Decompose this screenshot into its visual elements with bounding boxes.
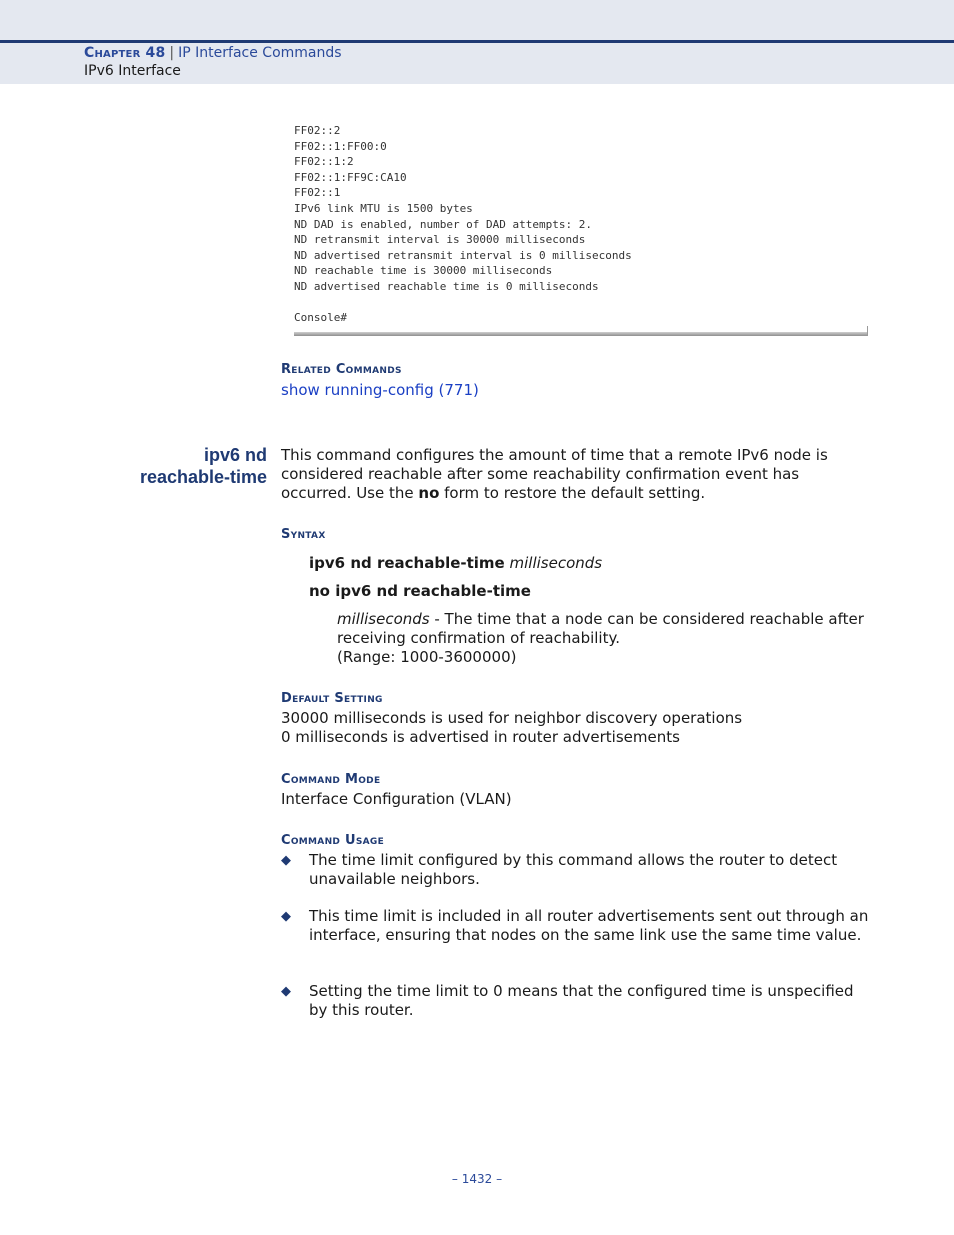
code-line: FF02::1:FF9C:CA10: [294, 170, 407, 184]
code-block-bar: [294, 332, 867, 336]
parameter-text: - The time that a node can be considered reachable after receiving confirmation of reachability.: [337, 610, 864, 647]
related-commands-heading: Related Commands: [281, 362, 402, 377]
description-bold-no: no: [418, 484, 440, 502]
code-line: ND reachable time is 30000 milliseconds: [294, 264, 553, 278]
parameter-range: (Range: 1000-3600000): [337, 648, 517, 666]
parameter-name: milliseconds: [337, 610, 430, 628]
syntax-argument: milliseconds: [509, 554, 603, 572]
default-setting-text: [281, 709, 871, 747]
code-line: FF02::2: [294, 124, 341, 137]
list-item-text: This time limit is included in all router advertisements sent out through an interface, ensuring that nodes on the same link use the same time value.: [309, 907, 869, 944]
diamond-bullet-icon: ◆: [281, 853, 291, 868]
code-block-divider: [294, 326, 868, 336]
code-line: ND DAD is enabled, number of DAD attempts: 2.: [294, 217, 593, 231]
code-line: FF02::1:FF00:0: [294, 139, 387, 153]
syntax-heading: Syntax: [281, 527, 326, 542]
show-running-config-link[interactable]: show running-config (771): [281, 381, 479, 399]
default-setting-heading: Default Setting: [281, 691, 383, 706]
section-title: IPv6 Interface: [84, 63, 181, 79]
chapter-title: IP Interface Commands: [178, 45, 342, 61]
list-item-text: The time limit configured by this command allows the router to detect unavailable neighbors.: [309, 851, 838, 888]
command-description: [281, 446, 871, 503]
command-mode-text: Interface Configuration (VLAN): [281, 790, 512, 808]
code-line: ND advertised retransmit interval is 0 milliseconds: [294, 248, 632, 262]
syntax-no-command: no ipv6 nd reachable-time: [309, 582, 531, 600]
parameter-description: [337, 610, 867, 667]
header-chapter-line: [84, 45, 342, 61]
command-title-line2: reachable-time: [139, 467, 267, 487]
diamond-bullet-icon: ◆: [281, 909, 291, 924]
syntax-line-2: [309, 582, 531, 601]
page-number: – 1432 –: [451, 1172, 503, 1186]
code-line: Console#: [294, 311, 347, 325]
description-text-end: form to restore the default setting.: [439, 484, 706, 502]
code-line: [294, 295, 854, 311]
command-mode-heading: Command Mode: [281, 772, 381, 787]
default-setting-line: 30000 milliseconds is used for neighbor discovery operations: [281, 709, 743, 727]
page-header: [0, 0, 954, 84]
default-setting-line: 0 milliseconds is advertised in router advertisements: [281, 728, 680, 746]
header-separator: |: [169, 45, 175, 61]
code-line: ND retransmit interval is 30000 milliseconds: [294, 233, 586, 247]
code-line: IPv6 link MTU is 1500 bytes: [294, 201, 473, 215]
command-title-line1: ipv6 nd: [203, 445, 267, 465]
code-line: FF02::1:2: [294, 155, 354, 169]
command-usage-heading: Command Usage: [281, 833, 385, 848]
list-item-text: Setting the time limit to 0 means that the configured time is unspecified by this router.: [309, 982, 854, 1019]
syntax-command: ipv6 nd reachable-time: [309, 554, 505, 572]
code-line: FF02::1: [294, 186, 341, 200]
description-text: This command configures the amount of time that a remote IPv6 node is considered reachable after some reachability confirmation event has occurred. Use the: [281, 446, 828, 502]
command-title: [100, 444, 267, 488]
code-line: ND advertised reachable time is 0 milliseconds: [294, 279, 599, 293]
diamond-bullet-icon: ◆: [281, 984, 291, 999]
chapter-label: Chapter 48: [84, 45, 166, 61]
syntax-line-1: [309, 554, 602, 573]
console-output: [294, 123, 854, 326]
header-rule: [0, 40, 954, 43]
